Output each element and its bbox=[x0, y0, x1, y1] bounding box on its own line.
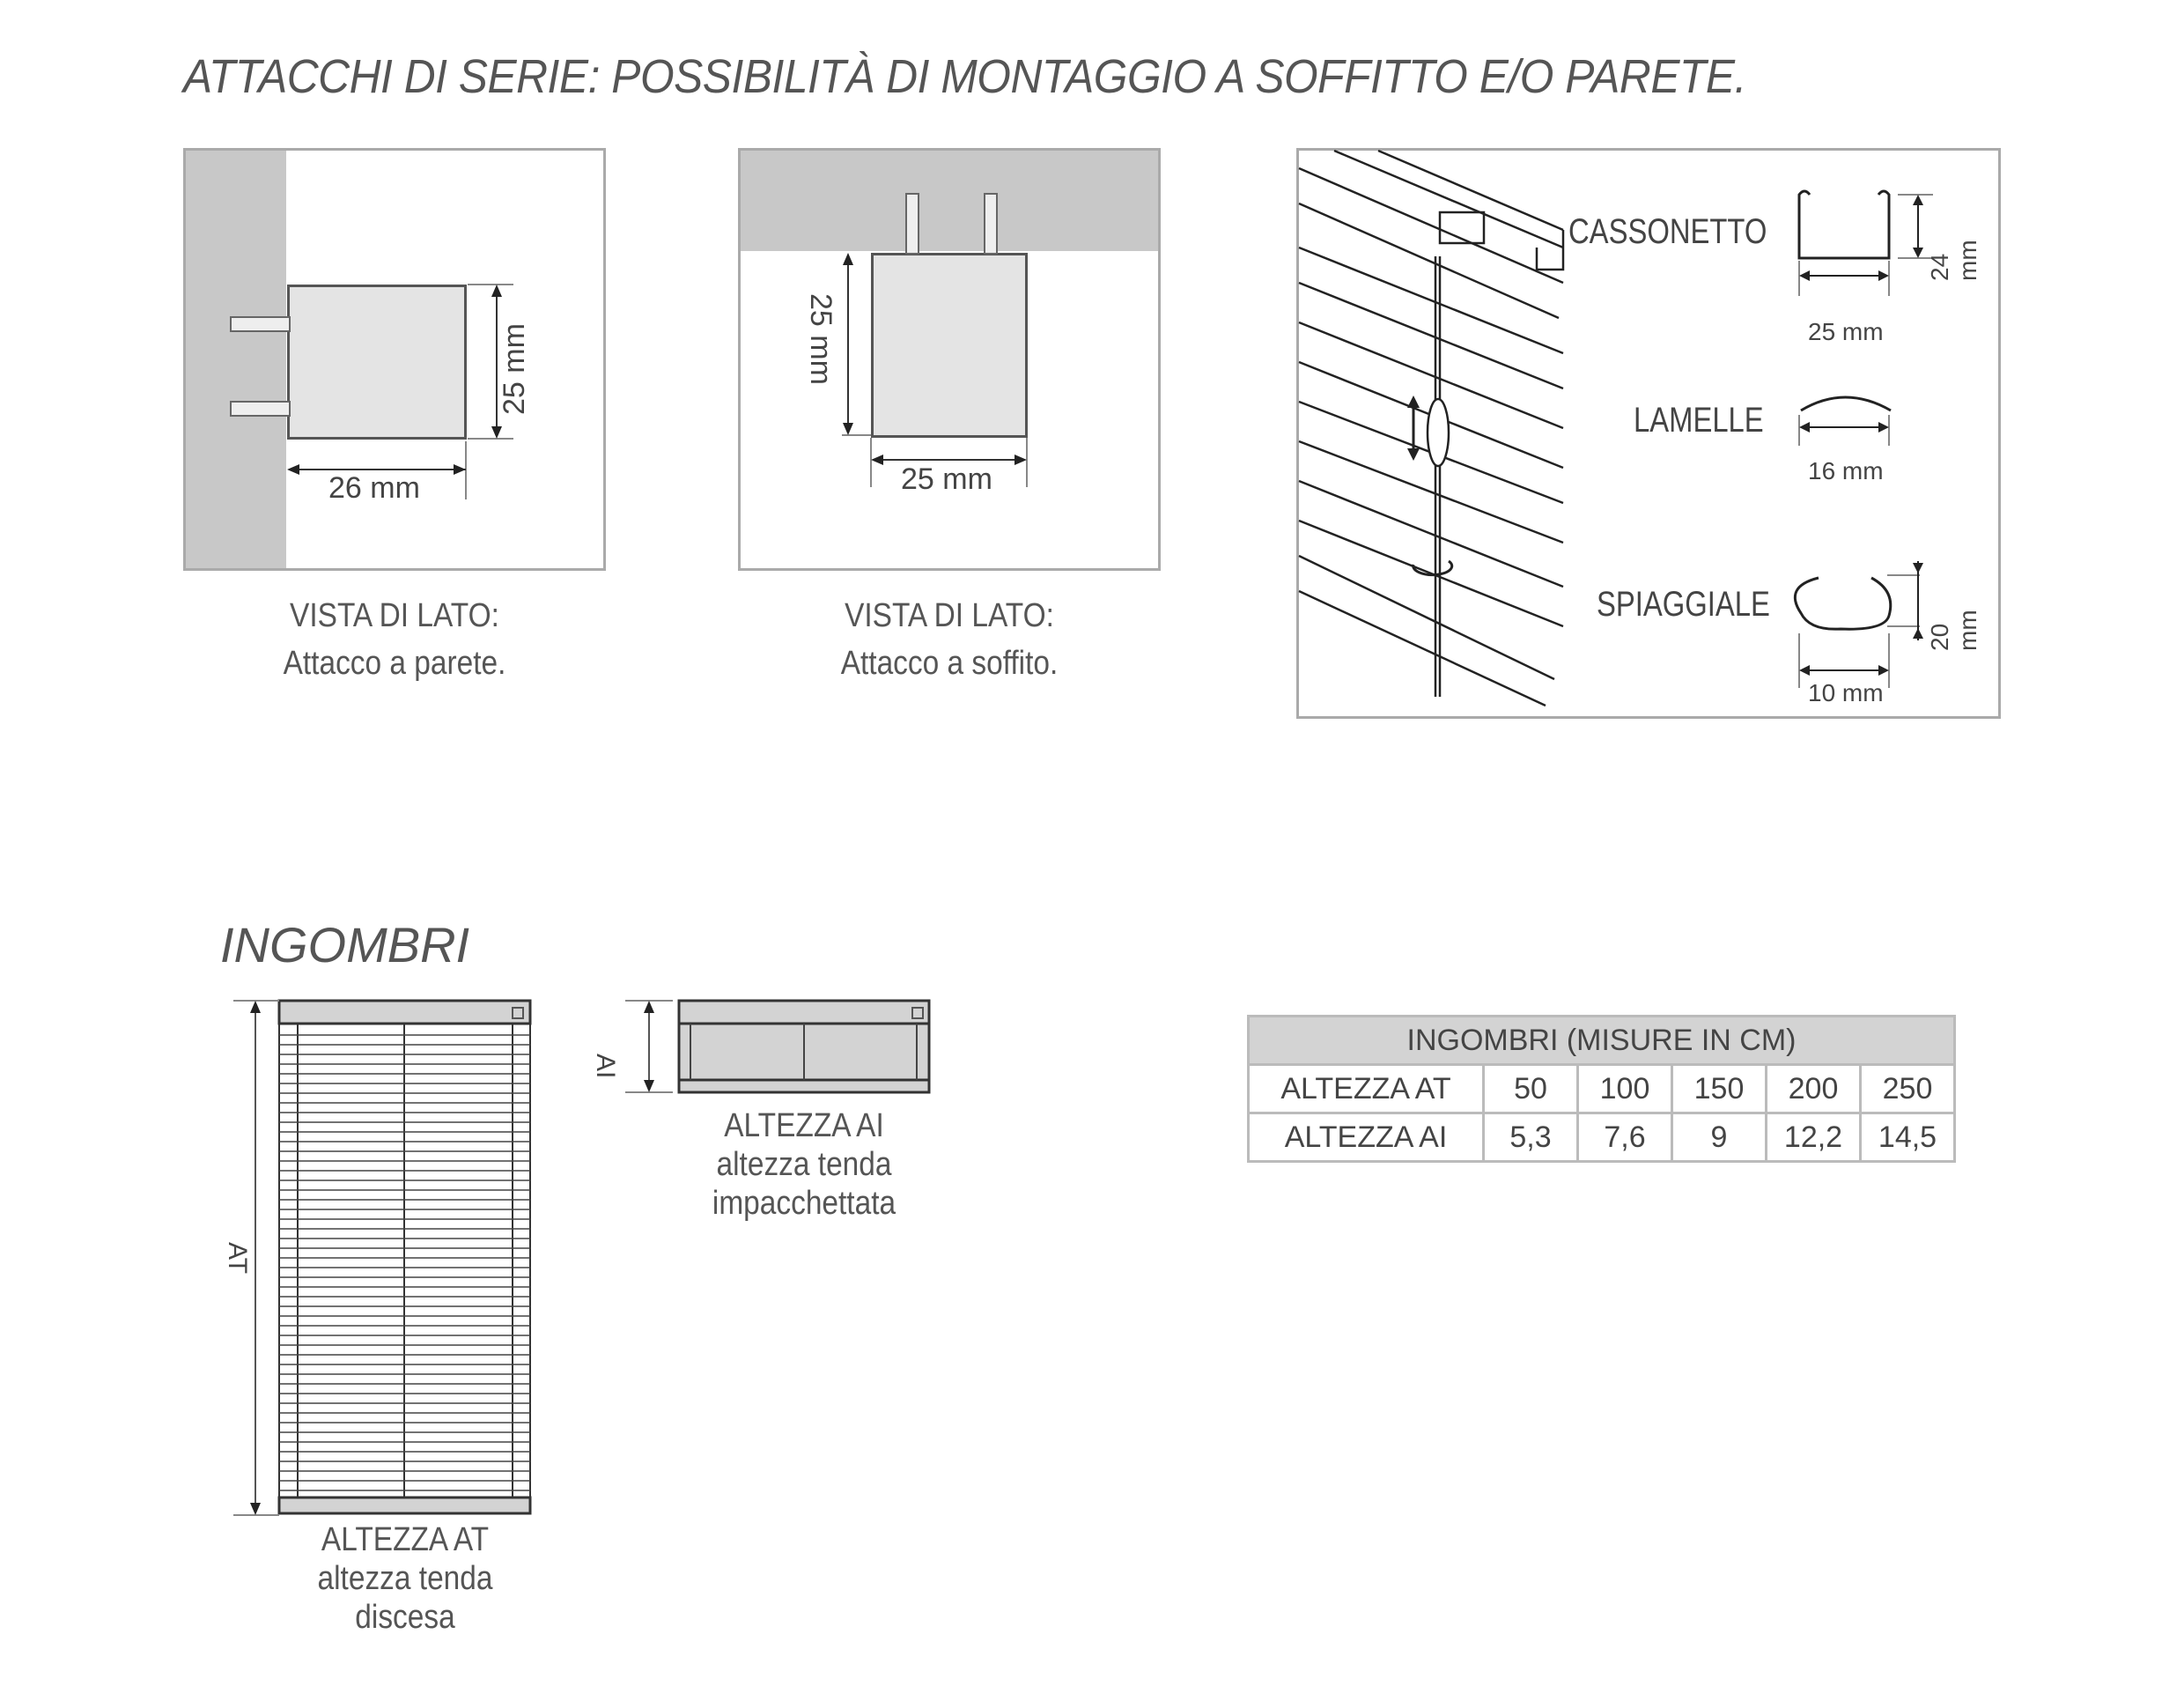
table-cell: 250 bbox=[1861, 1065, 1955, 1113]
height-label: 25 mm bbox=[804, 293, 837, 385]
wall-mount-caption bbox=[224, 592, 564, 687]
table-cell: 5,3 bbox=[1484, 1113, 1578, 1162]
profile-name-cassonetto: CASSONETTO bbox=[1568, 212, 1767, 251]
ai-dim-label: AI bbox=[591, 1054, 620, 1079]
row-label: ALTEZZA AI bbox=[1249, 1113, 1484, 1162]
page-title: ATTACCHI DI SERIE: POSSIBILITÀ DI MONTAGGIO A SOFFITTO E/O PARETE. bbox=[183, 50, 1746, 103]
caption-line: altezza tenda bbox=[317, 1560, 493, 1597]
caption-line: ALTEZZA AI bbox=[724, 1107, 884, 1144]
wall-mount-panel bbox=[183, 148, 606, 571]
table-cell: 12,2 bbox=[1767, 1113, 1861, 1162]
profile-drawings bbox=[1299, 151, 2003, 721]
table-row bbox=[1249, 1113, 1955, 1162]
ceiling-mount-caption bbox=[778, 592, 1119, 687]
lamelle-width-label: 16 mm bbox=[1808, 457, 1884, 484]
profile-name-spiaggiale: SPIAGGIALE bbox=[1597, 585, 1770, 624]
table-header: INGOMBRI (MISURE IN CM) bbox=[1249, 1017, 1955, 1065]
cassonetto-width-label: 25 mm bbox=[1808, 318, 1884, 345]
width-label: 25 mm bbox=[901, 462, 992, 496]
width-label: 26 mm bbox=[328, 471, 420, 505]
caption-line: Attacco a parete. bbox=[283, 645, 506, 682]
ceiling-mount-panel bbox=[738, 148, 1161, 571]
height-label: 25 mm bbox=[498, 323, 531, 415]
blind-lowered-drawing bbox=[229, 995, 546, 1524]
table-cell: 200 bbox=[1767, 1065, 1861, 1113]
spiaggiale-width-label: 10 mm bbox=[1808, 679, 1884, 706]
table-cell: 9 bbox=[1672, 1113, 1767, 1162]
table-cell: 100 bbox=[1578, 1065, 1672, 1113]
row-label: ALTEZZA AT bbox=[1249, 1065, 1484, 1113]
at-caption bbox=[250, 1520, 560, 1637]
caption-line: impacchettata bbox=[712, 1185, 896, 1222]
cassonetto-height-label: 24 mm bbox=[1926, 240, 1981, 281]
caption-line: VISTA DI LATO: bbox=[290, 597, 499, 634]
table-cell: 7,6 bbox=[1578, 1113, 1672, 1162]
table-cell: 50 bbox=[1484, 1065, 1578, 1113]
caption-line: Attacco a soffito. bbox=[840, 645, 1059, 682]
ai-caption bbox=[649, 1106, 959, 1223]
ingombri-table bbox=[1247, 1015, 1956, 1163]
profile-name-lamelle: LAMELLE bbox=[1634, 401, 1764, 440]
caption-line: altezza tenda bbox=[716, 1146, 892, 1183]
caption-line: ALTEZZA AT bbox=[321, 1521, 490, 1558]
dimension-arrows bbox=[186, 151, 609, 573]
spiaggiale-height-label: 20 mm bbox=[1926, 610, 1981, 651]
blind-packed-drawing bbox=[616, 995, 951, 1101]
table-cell: 150 bbox=[1672, 1065, 1767, 1113]
caption-line: discesa bbox=[355, 1599, 455, 1636]
table-row bbox=[1249, 1065, 1955, 1113]
caption-line: VISTA DI LATO: bbox=[845, 597, 1054, 634]
profiles-panel bbox=[1296, 148, 2001, 719]
at-dim-label: AT bbox=[223, 1242, 252, 1275]
table-cell: 14,5 bbox=[1861, 1113, 1955, 1162]
section-title-ingombri: INGOMBRI bbox=[220, 917, 470, 972]
table-header-row bbox=[1249, 1017, 1955, 1065]
